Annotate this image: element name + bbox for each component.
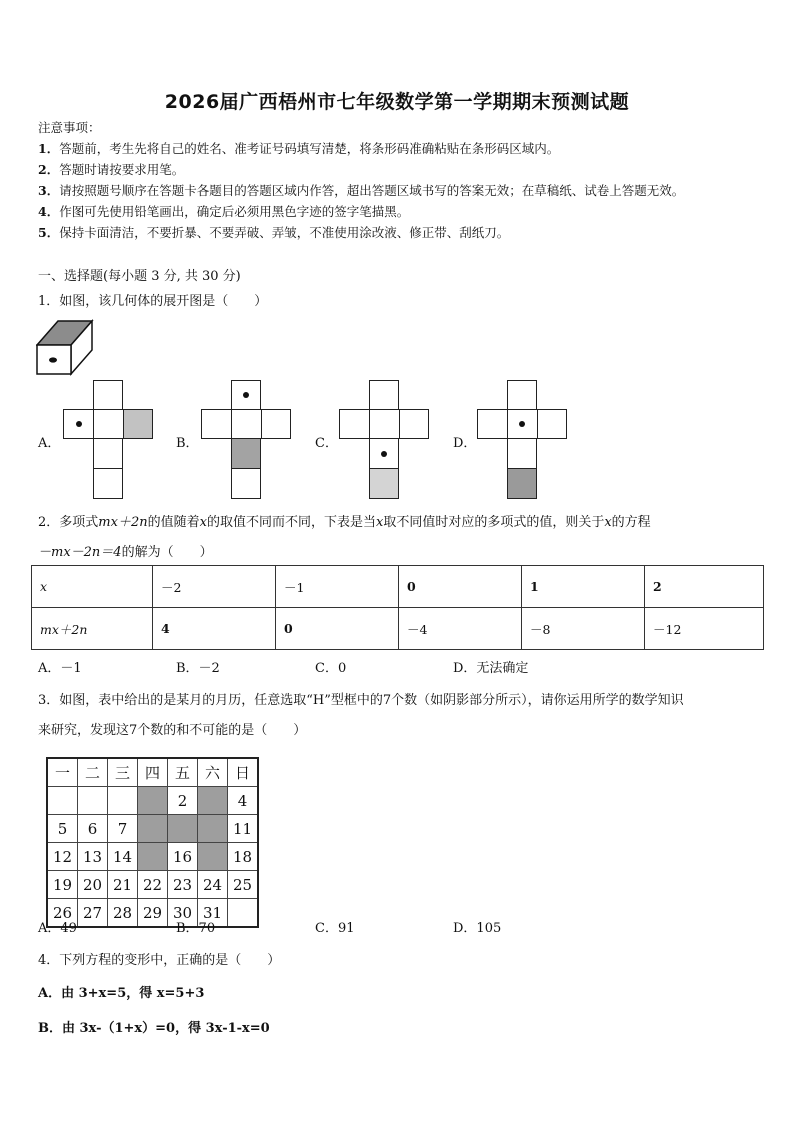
q2-option-a[interactable]: A．－1 xyxy=(38,661,82,676)
note-item: 4．作图可先使用铅笔画出，确定后必须用黑色字迹的签字笔描黑。 xyxy=(38,204,410,219)
calendar-table xyxy=(46,757,259,928)
section-heading: 一、选择题(每小题 3 分, 共 30 分) xyxy=(38,269,241,284)
q3-stem-line2: 来研究，发现这7个数的和不可能的是（ ） xyxy=(38,723,307,738)
q1-option-d-label: D． xyxy=(453,436,477,451)
note-item: 2．答题时请按要求用笔。 xyxy=(38,162,185,177)
table-cell: 0 xyxy=(276,608,399,650)
table-cell: 0 xyxy=(399,566,522,608)
table-cell: x xyxy=(32,566,153,608)
calendar-row: 19 20 21 22 23 24 25 xyxy=(47,871,258,899)
table-cell: 4 xyxy=(153,608,276,650)
q1-option-c-label: C． xyxy=(315,436,338,451)
table-cell: mx＋2n xyxy=(32,608,153,650)
q2-option-d[interactable]: D．无法确定 xyxy=(453,661,529,676)
calendar-row: 12 13 14 16 18 xyxy=(47,843,258,871)
notes-list xyxy=(38,138,778,243)
table-cell: －2 xyxy=(153,566,276,608)
calendar-row: 2 4 xyxy=(47,787,258,815)
q3-option-d[interactable]: D．105 xyxy=(453,921,502,936)
q1-option-a-label: A． xyxy=(38,436,61,451)
calendar-header: 一 二 三 四 五 六 日 xyxy=(47,758,258,787)
q2-option-c[interactable]: C．0 xyxy=(315,661,347,676)
note-item: 3．请按照题号顺序在答题卡各题目的答题区域内作答，超出答题区域书写的答案无效；在草稿纸、试卷上答题无效。 xyxy=(38,183,685,198)
table-cell: －12 xyxy=(645,608,764,650)
q3-option-c[interactable]: C．91 xyxy=(315,921,355,936)
q3-option-b[interactable]: B．70 xyxy=(176,921,216,936)
values-table xyxy=(31,565,764,650)
q3-stem: 3．如图，表中给出的是某月的月历，任意选取“H”型框中的7个数（如阴影部分所示），请你运用所学的数学知识 xyxy=(38,693,684,708)
q2-stem-line2: －mx－2n＝4的解为（ ） xyxy=(38,545,213,560)
note-item: 1．答题前，考生先将自己的姓名、准考证号码填写清楚，将条形码准确粘贴在条形码区域内。 xyxy=(38,141,560,156)
table-row xyxy=(32,608,764,650)
table-cell: －8 xyxy=(522,608,645,650)
q4-option-a[interactable]: A．由 3+x=5，得 x=5+3 xyxy=(38,986,205,1001)
table-cell: －1 xyxy=(276,566,399,608)
q1-option-b-label: B． xyxy=(176,436,199,451)
table-cell: －4 xyxy=(399,608,522,650)
q4-option-b[interactable]: B．由 3x-（1+x）=0，得 3x-1-x=0 xyxy=(38,1021,270,1036)
q3-option-a[interactable]: A．49 xyxy=(38,921,77,936)
page-title: 2026届广西梧州市七年级数学第一学期期末预测试题 xyxy=(164,91,630,113)
q2-option-b[interactable]: B．－2 xyxy=(176,661,220,676)
q1-stem: 1．如图，该几何体的展开图是（ ） xyxy=(38,294,268,309)
calendar-row: 26 27 28 29 30 31 xyxy=(47,899,258,928)
table-row xyxy=(32,566,764,608)
q2-stem: 2．多项式mx＋2n的值随着x的取值不同而不同，下表是当x取不同值时对应的多项式的值，则关于x的方程 xyxy=(38,515,651,530)
cube-icon xyxy=(36,318,96,378)
note-item: 5．保持卡面清洁，不要折暴、不要弄破、弄皱，不准使用涂改液、修正带、刮纸刀。 xyxy=(38,225,510,240)
table-cell: 1 xyxy=(522,566,645,608)
calendar-row: 5 6 7 11 xyxy=(47,815,258,843)
q4-stem: 4．下列方程的变形中，正确的是（ ） xyxy=(38,953,281,968)
notes-heading: 注意事项： xyxy=(38,120,101,135)
table-cell: 2 xyxy=(645,566,764,608)
